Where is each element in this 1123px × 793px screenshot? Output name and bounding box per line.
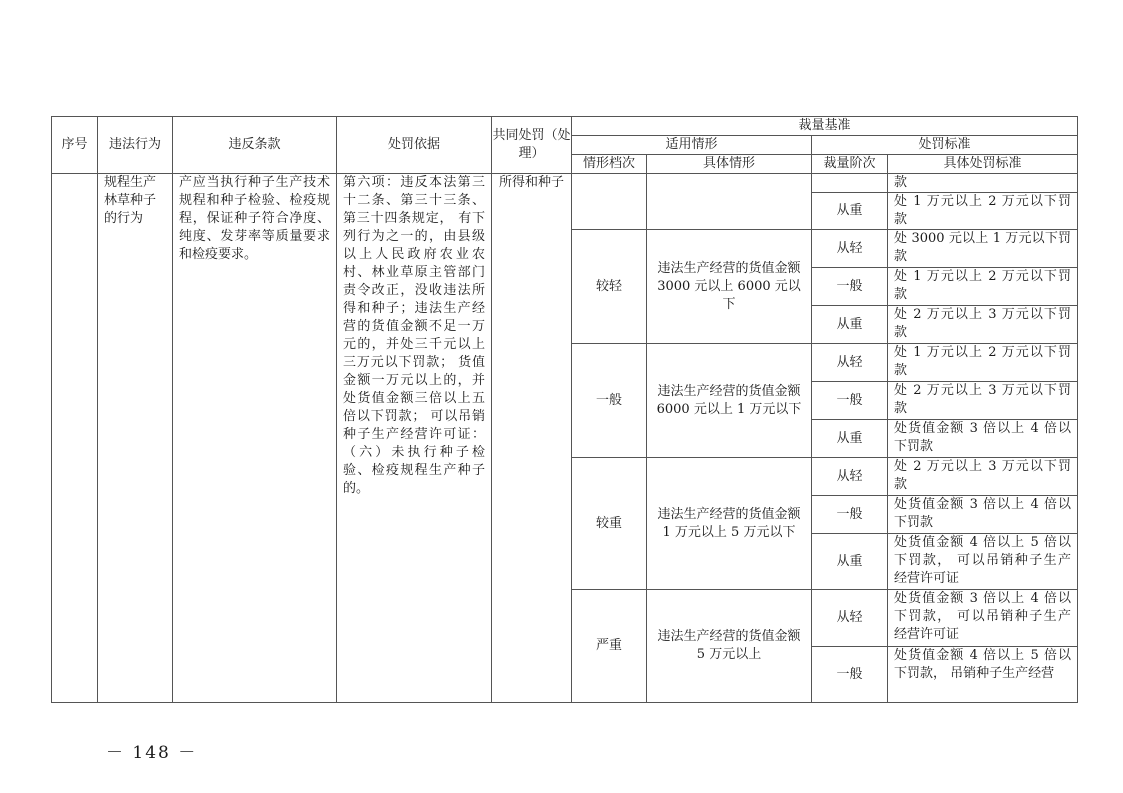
header-detail: 具体处罚标准 bbox=[888, 155, 1078, 174]
header-applicable: 适用情形 bbox=[572, 136, 812, 155]
record-common-penalty-text: 所得和种子 bbox=[498, 175, 564, 190]
level-empty bbox=[572, 174, 647, 230]
header-common-penalty: 共同处罚（处理） bbox=[492, 117, 572, 174]
discretion-table bbox=[51, 116, 1078, 703]
header-situation: 具体情形 bbox=[647, 155, 812, 174]
detail-cell: 处货值金额 3 倍以上 4 倍以 下罚款， 可以吊销种子生产 经营许可证 bbox=[888, 590, 1078, 647]
detail-cell: 处 1 万元以上 2 万元以下罚 款 bbox=[888, 268, 1078, 306]
detail-cell: 处 2 万元以上 3 万元以下罚 款 bbox=[888, 458, 1078, 496]
header-stage: 裁量阶次 bbox=[812, 155, 888, 174]
detail-cell: 处货值金额 4 倍以上 5 倍以 下罚款， 吊销种子生产经营 bbox=[888, 647, 1078, 703]
stage-cell: 从轻 bbox=[812, 230, 888, 268]
header-seq: 序号 bbox=[52, 117, 98, 174]
stage-cell: 从轻 bbox=[812, 590, 888, 647]
detail-cell: 处 1 万元以上 2 万元以下罚 款 bbox=[888, 344, 1078, 382]
detail-cell: 处货值金额 3 倍以上 4 倍以 下罚款 bbox=[888, 496, 1078, 534]
situation-cell: 违法生产经营的货值金额 6000 元以上 1 万元以下 bbox=[647, 344, 812, 458]
record-common-penalty bbox=[492, 174, 572, 703]
record-basis: 第六项：违反本法第三十二条、第三十三条、第三十四条规定， 有下列行为之一的，由县级以上人民政府农业农村、林业草原主管部门责令改正，没收违法所得和种子；违法生产经营的货值金额不足一万元的，并处三千元以上三万元以下罚款； 货值金额一万元以上的，并处货值金额三倍以上五倍以下罚款； 可以吊销种子生产经营许可证：（六）未执行种子检验、检疫规程生产种子的。 bbox=[337, 174, 492, 703]
page-number: － 148 － bbox=[106, 743, 198, 763]
record-seq bbox=[52, 174, 98, 703]
level-cell: 一般 bbox=[572, 344, 647, 458]
record-violation: 规程生产林草种子的行为 bbox=[98, 174, 173, 703]
detail-cell: 处 2 万元以上 3 万元以下罚 款 bbox=[888, 382, 1078, 420]
situation-cell: 违法生产经营的货值金额 5 万元以上 bbox=[647, 590, 812, 703]
header-basis: 处罚依据 bbox=[337, 117, 492, 174]
detail-cell: 处货值金额 4 倍以上 5 倍以 下罚款， 可以吊销种子生产 经营许可证 bbox=[888, 534, 1078, 590]
level-cell: 较重 bbox=[572, 458, 647, 590]
header-violation: 违法行为 bbox=[98, 117, 173, 174]
stage-cell: 一般 bbox=[812, 382, 888, 420]
stage-cell: 一般 bbox=[812, 496, 888, 534]
detail-cell: 款 bbox=[888, 174, 1078, 193]
situation-cell: 违法生产经营的货值金额 1 万元以上 5 万元以下 bbox=[647, 458, 812, 590]
header-level: 情形档次 bbox=[572, 155, 647, 174]
stage-cell: 一般 bbox=[812, 268, 888, 306]
level-cell: 严重 bbox=[572, 590, 647, 703]
detail-cell: 处 1 万元以上 2 万元以下罚 款 bbox=[888, 193, 1078, 230]
situation-cell: 违法生产经营的货值金额 3000 元以上 6000 元以下 bbox=[647, 230, 812, 344]
stage-cell: 一般 bbox=[812, 647, 888, 703]
stage-cell: 从轻 bbox=[812, 344, 888, 382]
stage-cell bbox=[812, 174, 888, 193]
detail-cell: 处 3000 元以上 1 万元以下罚 款 bbox=[888, 230, 1078, 268]
stage-cell: 从轻 bbox=[812, 458, 888, 496]
record-clause: 产应当执行种子生产技术规程和种子检验、检疫规程，保证种子符合净度、纯度、发芽率等质量要求和检疫要求。 bbox=[173, 174, 337, 703]
detail-cell: 处 2 万元以上 3 万元以下罚 款 bbox=[888, 306, 1078, 344]
stage-cell: 从重 bbox=[812, 534, 888, 590]
stage-cell: 从重 bbox=[812, 306, 888, 344]
header-standard: 处罚标准 bbox=[812, 136, 1078, 155]
header-discretion: 裁量基准 bbox=[572, 117, 1078, 136]
detail-cell: 处货值金额 3 倍以上 4 倍以 下罚款 bbox=[888, 420, 1078, 458]
stage-cell: 从重 bbox=[812, 420, 888, 458]
situation-empty bbox=[647, 174, 812, 230]
level-cell: 较轻 bbox=[572, 230, 647, 344]
header-clause: 违反条款 bbox=[173, 117, 337, 174]
stage-cell: 从重 bbox=[812, 193, 888, 230]
